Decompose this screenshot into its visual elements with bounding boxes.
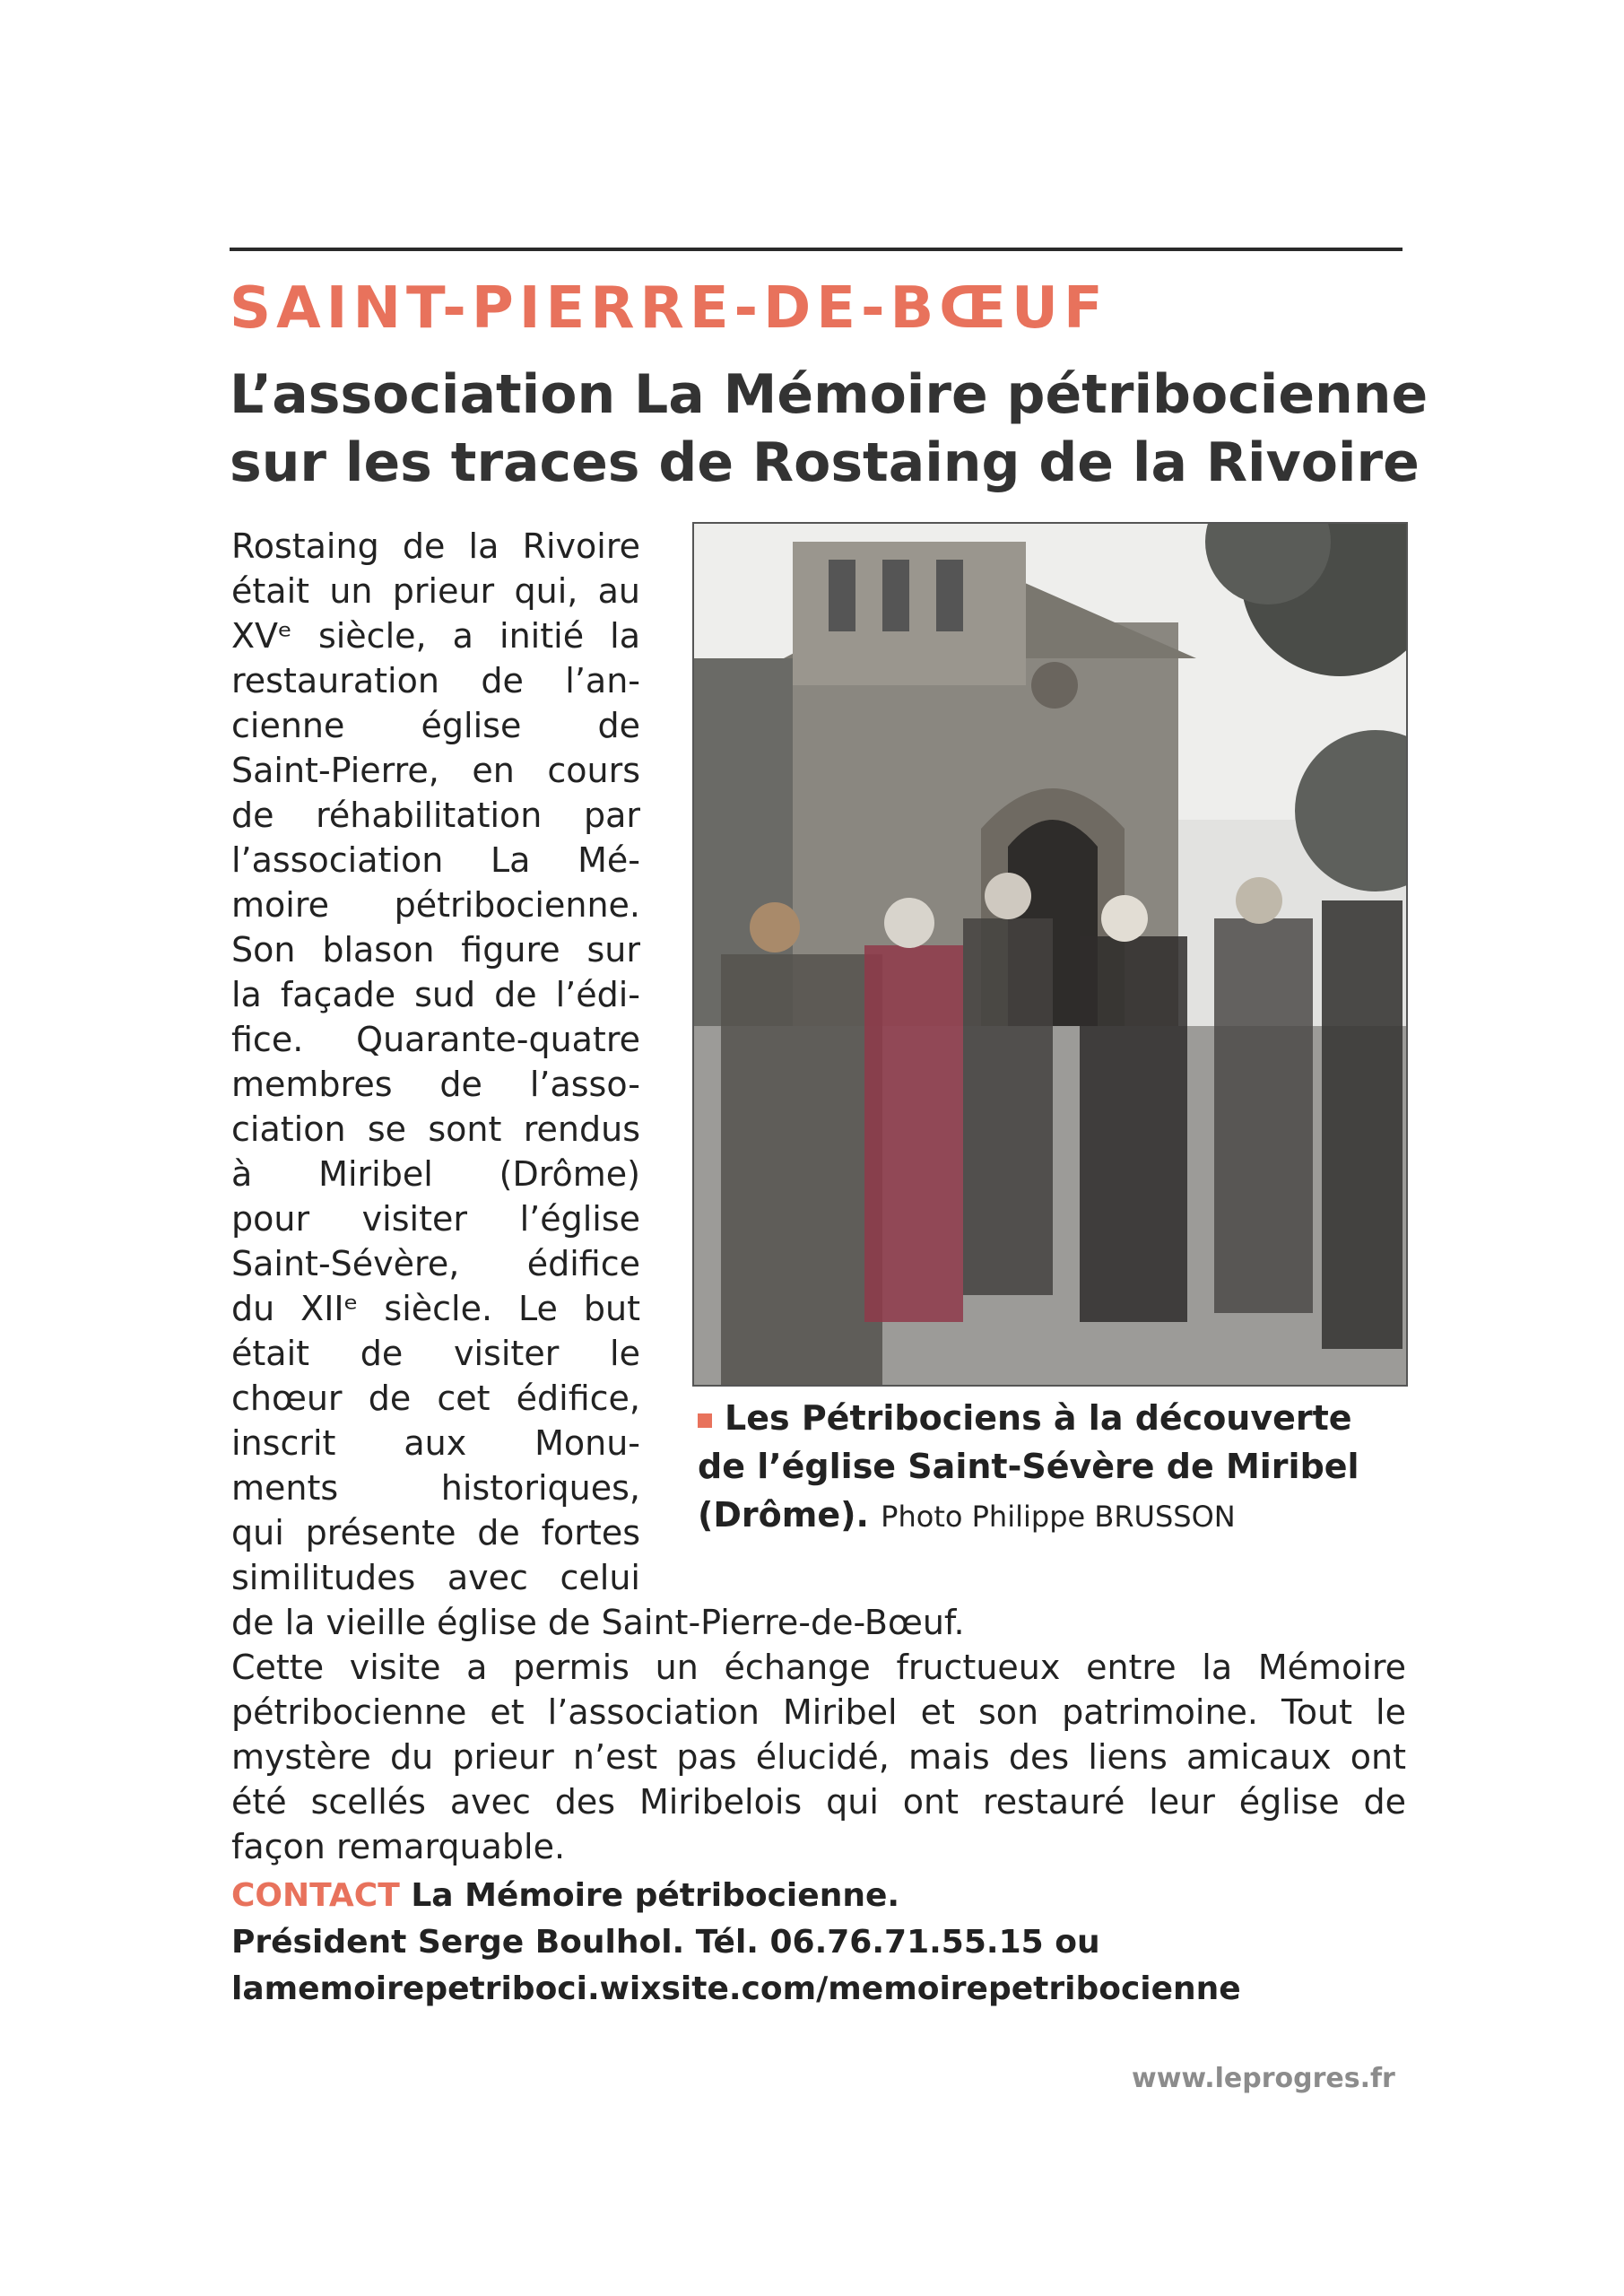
body-left-column [231, 524, 640, 1600]
contact-label: CONTACT [231, 1877, 400, 1914]
body-line: de réhabilitation par [231, 796, 640, 835]
body-line: inscrit aux Monu- [231, 1423, 640, 1463]
body-line: Cette visite a permis un échange fructueux entre la Mémoire [231, 1648, 1406, 1687]
body-line: pour visiter l’église [231, 1199, 640, 1239]
body-line: Rostaing de la Rivoire [231, 526, 640, 566]
contact-line [231, 1873, 1241, 1919]
body-full-width [231, 1600, 1406, 1869]
body-line: membres de l’asso- [231, 1065, 640, 1104]
caption-text: (Drôme). [698, 1495, 869, 1535]
body-line: pétribocienne et l’association Miribel et son patrimoine. Tout le [231, 1692, 1406, 1732]
contact-block [231, 1873, 1241, 2013]
body-line: mystère du prieur n’est pas élucidé, mais des liens amicaux ont [231, 1737, 1406, 1777]
body-line: fice. Quarante-quatre [231, 1020, 640, 1059]
body-line: Son blason figure sur [231, 930, 640, 970]
church-visit-photo [692, 522, 1408, 1387]
headline [230, 361, 1429, 497]
caption-bullet-icon [698, 1413, 712, 1428]
body-line: Saint-Pierre, en cours [231, 751, 640, 790]
body-line: ciation se sont rendus [231, 1109, 640, 1149]
headline-line: sur les traces de Rostaing de la Rivoire [230, 431, 1420, 494]
photo-credit: Photo Philippe BRUSSON [881, 1500, 1236, 1534]
caption-line [698, 1491, 1415, 1541]
body-line: été scellés avec des Miribelois qui ont restauré leur église de [231, 1782, 1406, 1822]
section-kicker: SAINT-PIERRE-DE-BŒUF [230, 275, 1108, 342]
body-line: ments historiques, [231, 1468, 640, 1508]
top-rule [230, 248, 1403, 251]
headline-line: L’association La Mémoire pétribocienne [230, 363, 1429, 426]
body-line: était un prieur qui, au [231, 571, 640, 611]
contact-name: La Mémoire pétribocienne. [411, 1877, 900, 1914]
body-line: chœur de cet édifice, [231, 1378, 640, 1418]
body-line: moire pétribocienne. [231, 885, 640, 925]
caption-line [698, 1394, 1415, 1442]
body-line: du XIIᵉ siècle. Le but [231, 1289, 640, 1328]
contact-president: Président Serge Boulhol. Tél. 06.76.71.55.15 ou [231, 1924, 1100, 1961]
body-line: XVᵉ siècle, a initié la [231, 616, 640, 656]
body-line: à Miribel (Drôme) [231, 1154, 640, 1194]
body-line: Saint-Sévère, édifice [231, 1244, 640, 1283]
body-line: la façade sud de l’édi- [231, 975, 640, 1014]
caption-line: de l’église Saint-Sévère de Miribel [698, 1447, 1359, 1486]
body-line: de la vieille église de Saint-Pierre-de-Bœuf. [231, 1603, 965, 1642]
contact-website[interactable]: lamemoirepetriboci.wixsite.com/memoirepetribocienne [231, 1970, 1241, 2007]
body-line: qui présente de fortes [231, 1513, 640, 1552]
body-line: façon remarquable. [231, 1827, 566, 1866]
photo-caption [698, 1394, 1415, 1541]
body-line: était de visiter le [231, 1334, 640, 1373]
body-line: similitudes avec celui [231, 1558, 640, 1597]
body-line: l’association La Mé- [231, 840, 640, 880]
caption-text: Les Pétribociens à la découverte [725, 1398, 1352, 1438]
body-line: restauration de l’an- [231, 661, 640, 700]
body-line: cienne église de [231, 706, 640, 745]
source-url[interactable]: www.leprogres.fr [1132, 2063, 1395, 2094]
